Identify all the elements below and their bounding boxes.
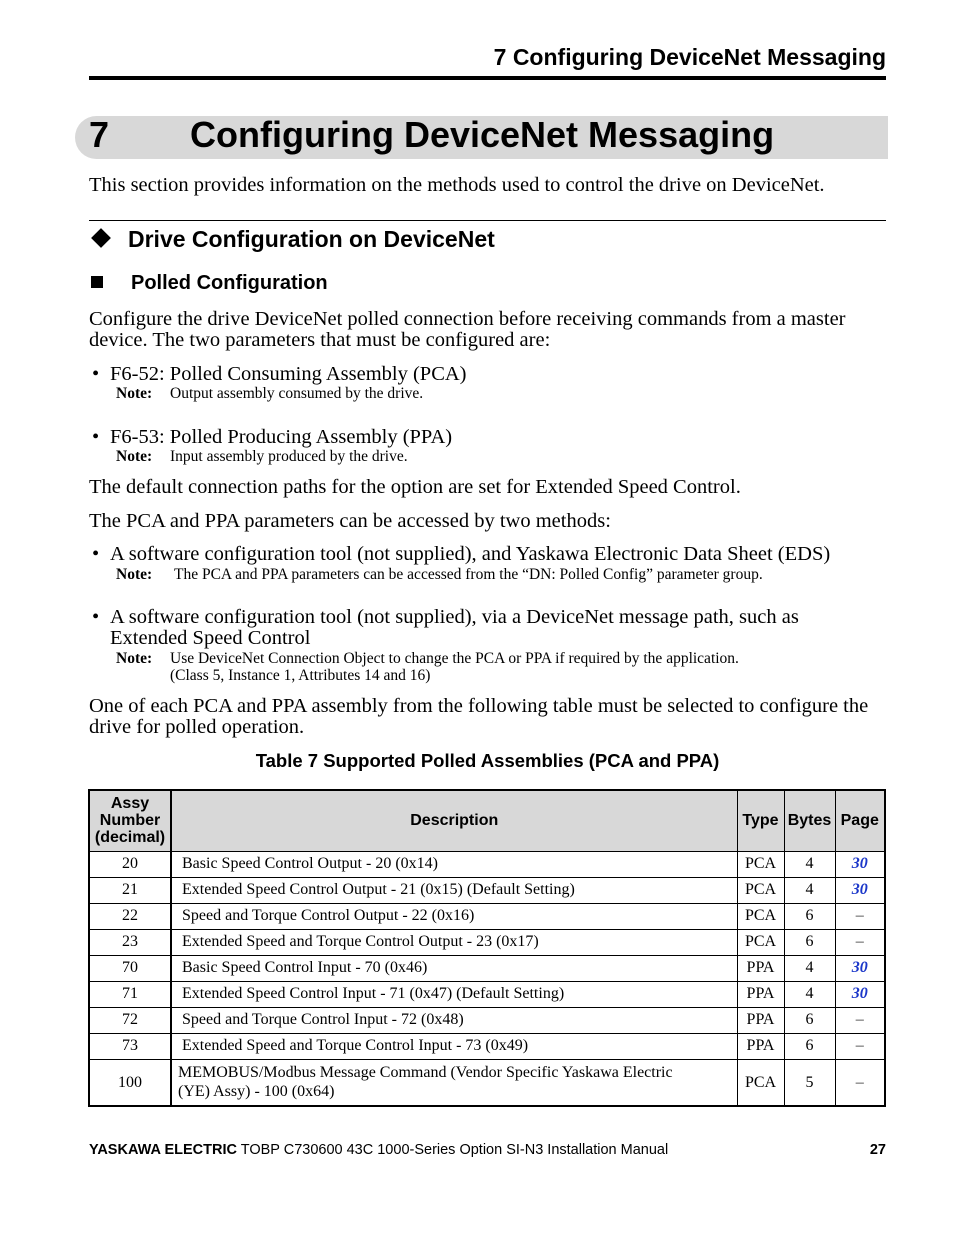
header-assy-line1: Assy xyxy=(110,795,150,813)
table-header-row xyxy=(89,790,885,851)
cell-type: PPA xyxy=(737,981,784,1007)
cell-assy-number: 73 xyxy=(89,1033,171,1059)
page-footer xyxy=(89,1142,886,1158)
page-link[interactable]: 30 xyxy=(851,881,868,898)
page-link[interactable]: 30 xyxy=(851,959,868,976)
table-row xyxy=(89,981,885,1007)
subsection-heading xyxy=(89,272,328,295)
cell-bytes: 6 xyxy=(784,929,835,955)
cell-page-link[interactable] xyxy=(835,851,885,877)
cell-bytes: 5 xyxy=(784,1059,835,1106)
table-row xyxy=(89,929,885,955)
cell-assy-number: 21 xyxy=(89,877,171,903)
cell-description-line2: (YE) Assy) - 100 (0x64) xyxy=(178,1083,335,1100)
section-heading xyxy=(89,226,495,253)
page-number: 27 xyxy=(869,1142,886,1158)
cell-type: PPA xyxy=(737,1007,784,1033)
cell-page: – xyxy=(835,1007,885,1033)
table-row xyxy=(89,1007,885,1033)
bullet-text: A software configuration tool (not supplied), and Yaskawa Electronic Data Sheet (EDS) xyxy=(110,543,831,565)
cell-type: PCA xyxy=(737,1059,784,1106)
running-header: 7 Configuring DeviceNet Messaging xyxy=(493,44,886,70)
note-text: Input assembly produced by the drive. xyxy=(170,448,408,465)
cell-description: Extended Speed and Torque Control Output - 23 (0x17) xyxy=(171,929,737,955)
table-row xyxy=(89,1033,885,1059)
header-rule xyxy=(89,76,886,80)
diamond-bullet-icon xyxy=(91,228,111,248)
cell-description: Speed and Torque Control Output - 22 (0x16) xyxy=(171,903,737,929)
table-row xyxy=(89,955,885,981)
header-assy-number xyxy=(89,790,171,851)
table-row xyxy=(89,851,885,877)
cell-description-line1: MEMOBUS/Modbus Message Command (Vendor Specific Yaskawa Electric xyxy=(178,1064,673,1081)
cell-page: – xyxy=(835,929,885,955)
paragraph-access-methods: The PCA and PPA parameters can be accessed by two methods: xyxy=(89,510,611,532)
note-text-line1: Use DeviceNet Connection Object to change the PCA or PPA if required by the application. xyxy=(170,650,739,667)
subsection-heading-text: Polled Configuration xyxy=(131,272,328,294)
chapter-title: Configuring DeviceNet Messaging xyxy=(190,114,775,155)
page-link[interactable]: 30 xyxy=(851,985,868,1002)
cell-type: PPA xyxy=(737,955,784,981)
bullet-text-line2: Extended Speed Control xyxy=(110,627,311,649)
polled-assemblies-table xyxy=(88,789,886,1107)
header-bytes: Bytes xyxy=(784,790,835,851)
bullet-text-line1: A software configuration tool (not supplied), via a DeviceNet message path, such as xyxy=(110,606,799,628)
cell-page: – xyxy=(835,1033,885,1059)
note-label: Note: xyxy=(116,385,153,402)
cell-bytes: 4 xyxy=(784,851,835,877)
chapter-number: 7 xyxy=(89,114,110,155)
cell-assy-number: 72 xyxy=(89,1007,171,1033)
cell-bytes: 4 xyxy=(784,981,835,1007)
table-row xyxy=(89,1059,885,1106)
bullet-text: F6-53: Polled Producing Assembly (PPA) xyxy=(110,426,453,448)
cell-bytes: 4 xyxy=(784,955,835,981)
cell-assy-number: 20 xyxy=(89,851,171,877)
cell-description: Extended Speed and Torque Control Input - 73 (0x49) xyxy=(171,1033,737,1059)
bullet-dot-icon: • xyxy=(92,363,100,385)
cell-description: Basic Speed Control Input - 70 (0x46) xyxy=(171,955,737,981)
note-text: The PCA and PPA parameters can be accessed from the “DN: Polled Config” parameter group. xyxy=(174,566,763,583)
cell-page-link[interactable] xyxy=(835,981,885,1007)
cell-type: PPA xyxy=(737,1033,784,1059)
cell-description xyxy=(171,1059,737,1106)
cell-page-link[interactable] xyxy=(835,955,885,981)
bullet-dot-icon: • xyxy=(92,606,100,628)
cell-page: – xyxy=(835,1059,885,1106)
cell-description: Speed and Torque Control Input - 72 (0x48) xyxy=(171,1007,737,1033)
header-type: Type xyxy=(737,790,784,851)
note-label: Note: xyxy=(116,650,153,667)
footer-document-title: TOBP C730600 43C 1000-Series Option SI-N3 Installation Manual xyxy=(236,1142,669,1158)
cell-type: PCA xyxy=(737,851,784,877)
cell-assy-number: 71 xyxy=(89,981,171,1007)
bullet-dot-icon: • xyxy=(92,543,100,565)
table-caption: Table 7 Supported Polled Assemblies (PCA and PPA) xyxy=(255,750,720,771)
cell-assy-number: 100 xyxy=(89,1059,171,1106)
footer-brand: YASKAWA ELECTRIC xyxy=(89,1142,237,1158)
cell-description: Basic Speed Control Output - 20 (0x14) xyxy=(171,851,737,877)
paragraph-polled-config: Configure the drive DeviceNet polled connection before receiving commands from a master device. The two parameters that must be configured are: xyxy=(89,308,846,351)
note-label: Note: xyxy=(116,566,153,583)
cell-type: PCA xyxy=(737,903,784,929)
bullet-text: F6-52: Polled Consuming Assembly (PCA) xyxy=(110,363,467,385)
note-text: Output assembly consumed by the drive. xyxy=(170,385,424,402)
cell-bytes: 6 xyxy=(784,1007,835,1033)
note-label: Note: xyxy=(116,448,153,465)
header-page: Page xyxy=(835,790,885,851)
header-assy-line3: (decimal) xyxy=(94,829,166,847)
paragraph-select-assembly: One of each PCA and PPA assembly from the following table must be selected to configure the drive for polled operation. xyxy=(89,695,869,738)
cell-assy-number: 23 xyxy=(89,929,171,955)
table-row xyxy=(89,877,885,903)
bullet-dot-icon: • xyxy=(92,426,100,448)
cell-page: – xyxy=(835,903,885,929)
cell-bytes: 6 xyxy=(784,903,835,929)
section-rule xyxy=(89,220,886,221)
cell-type: PCA xyxy=(737,929,784,955)
cell-page-link[interactable] xyxy=(835,877,885,903)
cell-description: Extended Speed Control Input - 71 (0x47) (Default Setting) xyxy=(171,981,737,1007)
cell-bytes: 4 xyxy=(784,877,835,903)
cell-bytes: 6 xyxy=(784,1033,835,1059)
cell-description: Extended Speed Control Output - 21 (0x15) (Default Setting) xyxy=(171,877,737,903)
cell-assy-number: 70 xyxy=(89,955,171,981)
section-heading-text: Drive Configuration on DeviceNet xyxy=(128,226,495,252)
paragraph-default-paths: The default connection paths for the option are set for Extended Speed Control. xyxy=(89,476,741,498)
table-row xyxy=(89,903,885,929)
intro-paragraph: This section provides information on the methods used to control the drive on DeviceNet. xyxy=(89,174,825,196)
header-assy-line2: Number xyxy=(99,812,161,830)
header-description: Description xyxy=(171,790,737,851)
page-link[interactable]: 30 xyxy=(851,855,868,872)
square-bullet-icon xyxy=(91,276,103,288)
note-text-line2: (Class 5, Instance 1, Attributes 14 and 16) xyxy=(170,667,431,684)
cell-assy-number: 22 xyxy=(89,903,171,929)
cell-type: PCA xyxy=(737,877,784,903)
